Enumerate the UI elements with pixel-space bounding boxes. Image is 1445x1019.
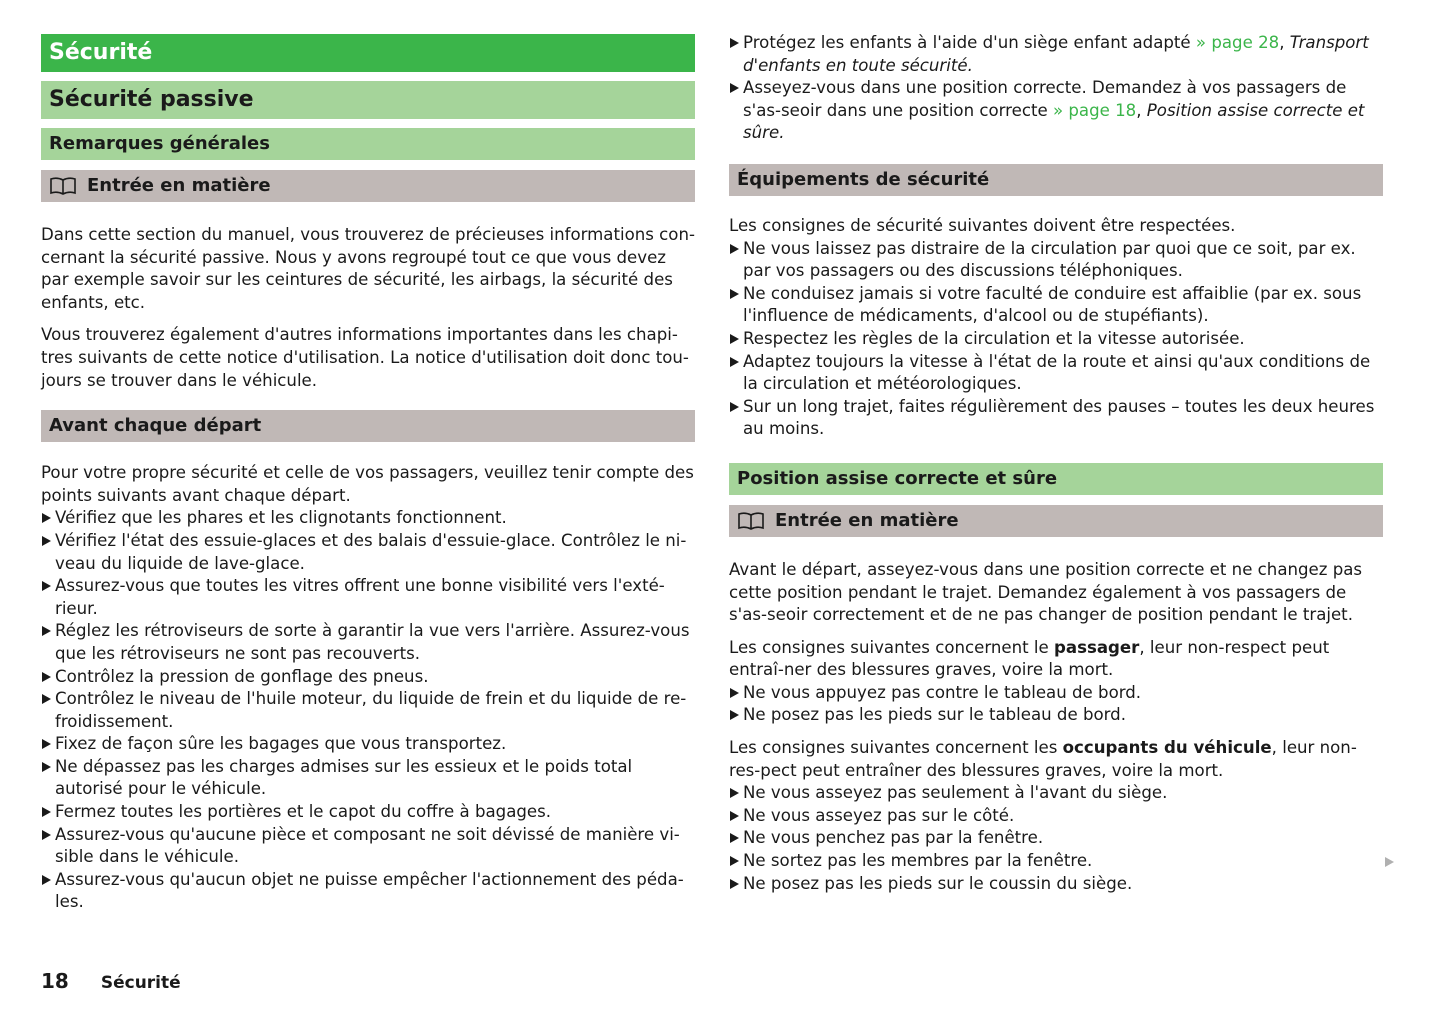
continue-arrow-icon bbox=[1385, 857, 1394, 867]
page-link[interactable]: » page 28 bbox=[1195, 33, 1280, 52]
subsection-heading: Équipements de sécurité bbox=[729, 164, 1383, 196]
list-item: Ne vous appuyez pas contre le tableau de bord. bbox=[729, 682, 1383, 705]
page-footer bbox=[41, 969, 181, 993]
avant-list bbox=[41, 507, 695, 914]
position-list-1 bbox=[729, 682, 1383, 727]
subsection-heading: Remarques générales bbox=[41, 128, 695, 160]
period: . bbox=[967, 55, 973, 75]
book-icon bbox=[737, 511, 765, 531]
text: , leur non-respect peut entraî-ner des blessures graves, voire la mort. bbox=[729, 637, 1330, 680]
list-item: Assurez-vous que toutes les vitres offrent une bonne visibilité vers l'exté-rieur. bbox=[41, 575, 695, 620]
list-item: Ne dépassez pas les charges admises sur les essieux et le poids total autorisé pour le véhicule. bbox=[41, 756, 695, 801]
text: , leur non-res-pect peut entraîner des blessures graves, voire la mort. bbox=[729, 738, 1357, 780]
list-item bbox=[729, 32, 1383, 77]
list-item: Contrôlez la pression de gonflage des pneus. bbox=[41, 666, 695, 689]
subsection-heading: Position assise correcte et sûre bbox=[729, 463, 1383, 495]
position-paragraph-2 bbox=[729, 637, 1383, 682]
reference-title: Transport d'enfants en toute sécurité bbox=[743, 33, 1369, 75]
list-item: Ne posez pas les pieds sur le coussin du siège. bbox=[729, 873, 1383, 896]
position-paragraph-1: Avant le départ, asseyez-vous dans une position correcte et ne changez pas cette position pendant le trajet. Demandez également à vos passagers de s'as-seoir correctement et de ne pas changer de position pendant le trajet. bbox=[729, 559, 1363, 625]
footer-section-title: Sécurité bbox=[100, 973, 181, 993]
list-item: Ne vous asseyez pas sur le côté. bbox=[729, 805, 1383, 828]
separator: , bbox=[1136, 100, 1147, 120]
item-text: Protégez les enfants à l'aide d'un siège enfant adapté bbox=[743, 33, 1196, 52]
right-column bbox=[729, 32, 1383, 895]
left-column bbox=[41, 34, 695, 914]
intro-paragraph-2: Vous trouverez également d'autres informations importantes dans les chapi-tres suivants de cette notice d'utilisation. La notice d'utilisation doit donc tou-jours se trouver dans le véhicule. bbox=[41, 325, 689, 390]
list-item: Ne posez pas les pieds sur le tableau de bord. bbox=[729, 704, 1383, 727]
book-icon bbox=[49, 176, 77, 196]
list-item: Adaptez toujours la vitesse à l'état de la route et ainsi qu'aux conditions de la circulation et météorologiques. bbox=[729, 351, 1383, 396]
section-heading: Sécurité passive bbox=[41, 81, 695, 119]
intro-heading-label: Entrée en matière bbox=[775, 509, 959, 531]
list-item: Sur un long trajet, faites régulièrement des pauses – toutes les deux heures au moins. bbox=[729, 396, 1383, 441]
list-item: Vérifiez que les phares et les clignotants fonctionnent. bbox=[41, 507, 695, 530]
top-list bbox=[729, 32, 1383, 145]
list-item: Fixez de façon sûre les bagages que vous transportez. bbox=[41, 733, 695, 756]
list-item: Ne conduisez jamais si votre faculté de conduire est affaiblie (par ex. sous l'influence de médicaments, d'alcool ou de stupéfiants). bbox=[729, 283, 1383, 328]
position-list-2 bbox=[729, 782, 1383, 895]
list-item: Contrôlez le niveau de l'huile moteur, du liquide de frein et du liquide de re-froidissement. bbox=[41, 688, 695, 733]
period: . bbox=[779, 123, 785, 143]
separator: , bbox=[1279, 33, 1290, 52]
equip-paragraph: Les consignes de sécurité suivantes doivent être respectées. bbox=[729, 215, 1236, 235]
emphasis: passager bbox=[1054, 637, 1140, 657]
list-item bbox=[729, 77, 1383, 145]
emphasis: occupants du véhicule bbox=[1062, 738, 1272, 758]
intro-heading-label: Entrée en matière bbox=[87, 175, 271, 196]
list-item: Ne vous penchez pas par la fenêtre. bbox=[729, 827, 1383, 850]
list-item: Ne vous asseyez pas seulement à l'avant du siège. bbox=[729, 782, 1383, 805]
list-item: Assurez-vous qu'aucune pièce et composant ne soit dévissé de manière vi-sible dans le véhicule. bbox=[41, 824, 695, 869]
intro-paragraph-1: Dans cette section du manuel, vous trouverez de précieuses informations con-cernant la sécurité passive. Nous y avons regroupé tout ce que vous devez par exemple savoir sur les ceintures de sécurité, les airbags, la sécurité des enfants, etc. bbox=[41, 225, 695, 312]
list-item: Assurez-vous qu'aucun objet ne puisse empêcher l'actionnement des péda-les. bbox=[41, 869, 695, 914]
position-paragraph-3 bbox=[729, 737, 1383, 782]
list-item: Réglez les rétroviseurs de sorte à garantir la vue vers l'arrière. Assurez-vous que les rétroviseurs ne sont pas recouverts. bbox=[41, 620, 695, 665]
list-item: Fermez toutes les portières et le capot du coffre à bagages. bbox=[41, 801, 695, 824]
subsection-heading: Avant chaque départ bbox=[41, 410, 695, 442]
list-item: Ne vous laissez pas distraire de la circulation par quoi que ce soit, par ex. par vos passagers ou des discussions téléphoniques. bbox=[729, 238, 1383, 283]
page-link[interactable]: » page 18 bbox=[1052, 100, 1137, 120]
avant-paragraph: Pour votre propre sécurité et celle de vos passagers, veuillez tenir compte des points suivants avant chaque départ. bbox=[41, 463, 694, 505]
page-number: 18 bbox=[41, 969, 69, 993]
list-item: Vérifiez l'état des essuie-glaces et des balais d'essuie-glace. Contrôlez le ni-veau du liquide de lave-glace. bbox=[41, 530, 695, 575]
intro-heading bbox=[729, 505, 1383, 537]
text: Les consignes suivantes concernent les bbox=[729, 738, 1063, 758]
list-item: Respectez les règles de la circulation et la vitesse autorisée. bbox=[729, 328, 1383, 351]
chapter-heading: Sécurité bbox=[41, 34, 695, 72]
reference-title: Position assise correcte et sûre bbox=[743, 100, 1365, 143]
item-text: Asseyez-vous dans une position correcte. Demandez à vos passagers de s'as-seoir dans une position correcte bbox=[743, 78, 1347, 120]
text: Les consignes suivantes concernent le bbox=[729, 637, 1054, 657]
equip-list bbox=[729, 238, 1383, 441]
list-item: Ne sortez pas les membres par la fenêtre. bbox=[729, 850, 1383, 873]
intro-heading bbox=[41, 170, 695, 202]
